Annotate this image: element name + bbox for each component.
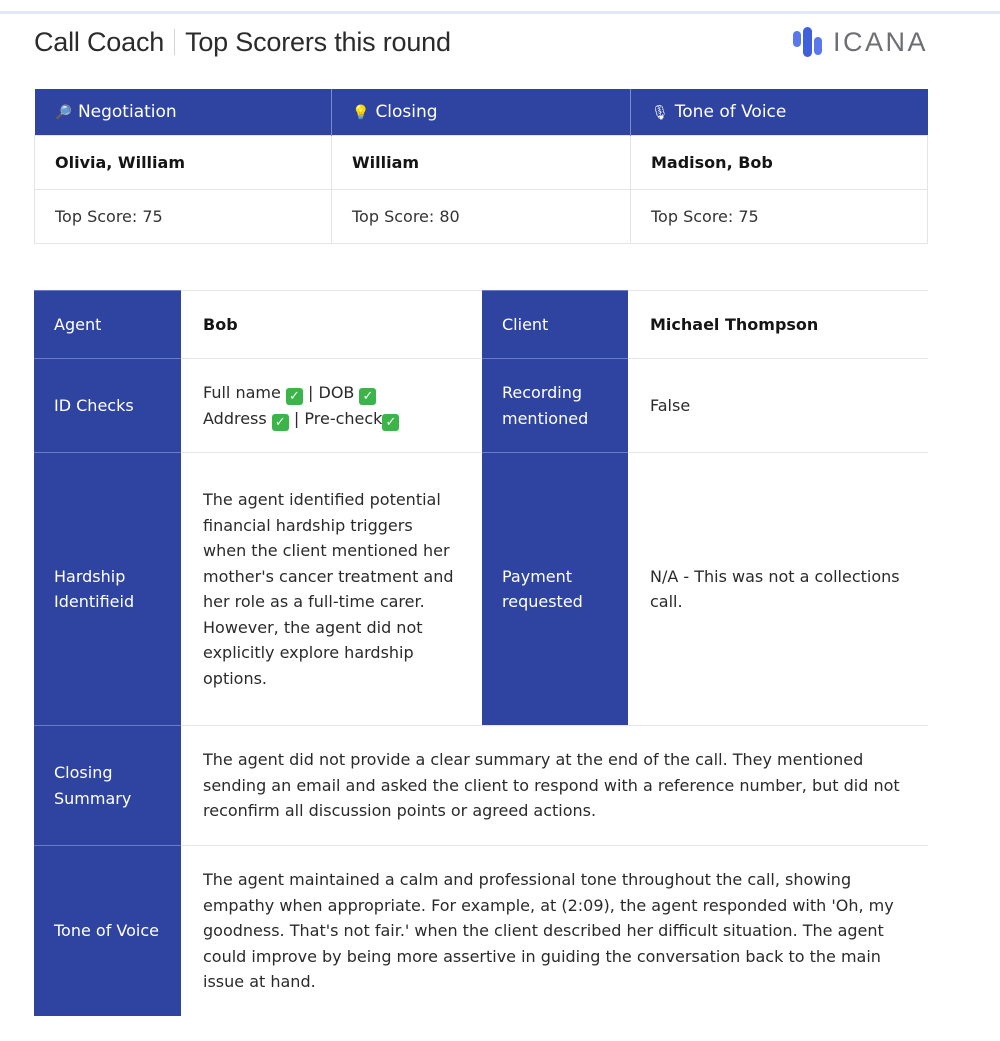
recording-label: Recording mentioned (482, 359, 628, 453)
closing-top-scorers: William (332, 135, 631, 189)
category-negotiation: 🔎 Negotiation (35, 89, 332, 135)
page-header (34, 20, 928, 64)
tone-top-score: Top Score: 75 (631, 189, 928, 243)
closing-summary-value: The agent did not provide a clear summary at the end of the call. They mentioned sending an email and asked the client to respond with a reference number, but did not reconfirm all discussion points or agreed actions. (181, 726, 928, 846)
client-label: Client (482, 291, 628, 359)
details-row-id-recording (34, 359, 928, 453)
closing-summary-label: Closing Summary (34, 726, 181, 846)
call-details-table (34, 290, 928, 1016)
id-checks-label: ID Checks (34, 359, 181, 453)
scorers-header-row (35, 89, 928, 135)
id-checks-value: Full name ✓ | DOB ✓ Address ✓ | Pre-check ✓ (181, 359, 482, 453)
page-title (34, 27, 451, 58)
icana-logo-icon (791, 25, 825, 59)
check-icon: ✓ (286, 388, 303, 405)
details-row-hardship-payment (34, 453, 928, 726)
negotiation-top-score: Top Score: 75 (35, 189, 332, 243)
check-icon: ✓ (272, 414, 289, 431)
payment-label: Payment requested (482, 453, 628, 726)
details-row-tone-of-voice (34, 846, 928, 1016)
hardship-label: Hardship Identifieid (34, 453, 181, 726)
details-row-agent-client (34, 291, 928, 359)
tone-top-scorers: Madison, Bob (631, 135, 928, 189)
category-tone-of-voice: 🎙 Tone of Voice (631, 89, 928, 135)
logo-text: ICANA (832, 26, 928, 57)
tone-of-voice-value: The agent maintained a calm and professional tone throughout the call, showing empathy when appropriate. For example, at (2:09), the agent responded with 'Oh, my goodness. That's not fair.' when the client described her difficult situation. The agent could improve by being more assertive in guiding the conversation back to the main issue at hand. (181, 846, 928, 1016)
details-row-closing-summary (34, 726, 928, 846)
category-closing: 💡 Closing (332, 89, 631, 135)
magnifier-icon: 🔎 (54, 104, 72, 121)
negotiation-top-scorers: Olivia, William (35, 135, 332, 189)
title-separator (174, 29, 175, 55)
recording-value: False (628, 359, 928, 453)
top-divider (0, 11, 1000, 14)
check-icon: ✓ (359, 388, 376, 405)
closing-top-score: Top Score: 80 (332, 189, 631, 243)
section-title: Top Scorers this round (185, 26, 451, 57)
agent-value: Bob (181, 291, 482, 359)
client-value: Michael Thompson (628, 291, 928, 359)
agent-label: Agent (34, 291, 181, 359)
check-icon: ✓ (382, 414, 399, 431)
hardship-value: The agent identified potential financial hardship triggers when the client mentioned her mother's cancer treatment and her role as a full-time carer. However, the agent did not explicitly explore hardship options. (181, 453, 482, 726)
top-scorers-table (34, 89, 928, 244)
microphone-icon: 🎙 (651, 104, 669, 121)
scorers-names-row (35, 135, 928, 189)
payment-value: N/A - This was not a collections call. (628, 453, 928, 726)
tone-of-voice-label: Tone of Voice (34, 846, 181, 1016)
lightbulb-icon: 💡 (352, 104, 370, 121)
app-name: Call Coach (34, 26, 165, 57)
brand-logo (791, 25, 928, 59)
scorers-score-row (35, 189, 928, 243)
